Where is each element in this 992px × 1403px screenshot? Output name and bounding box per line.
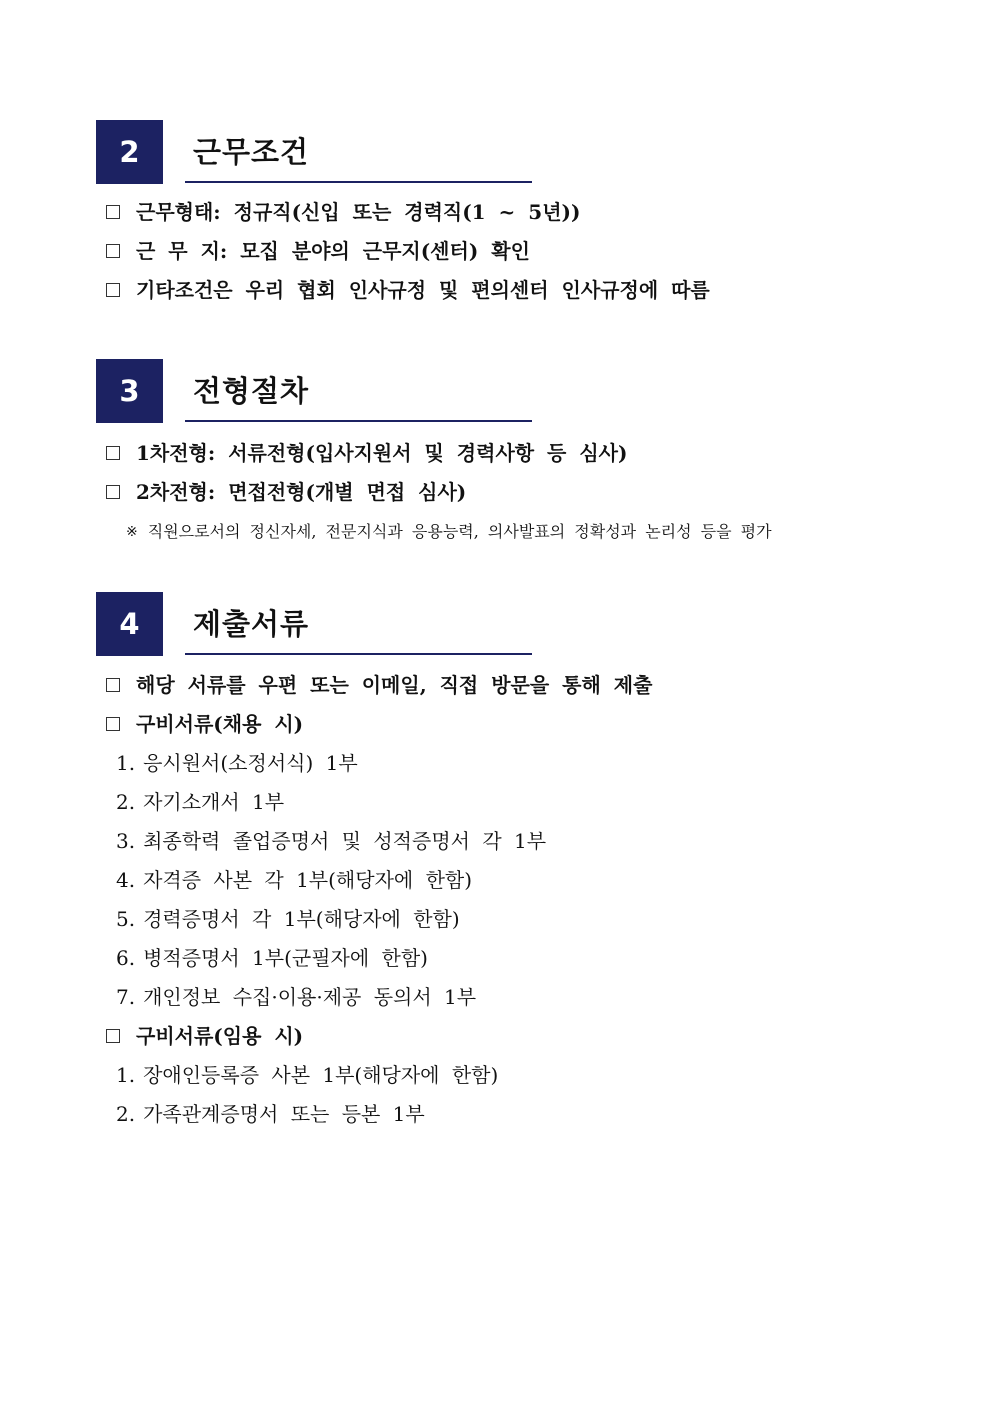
- list-item: [116, 905, 460, 933]
- section-header: [96, 120, 536, 184]
- bullet-text: 2차전형: 면접전형(개별 면접 심사): [136, 480, 467, 504]
- list-item: [116, 1061, 498, 1089]
- evaluation-note: [126, 520, 772, 544]
- list-item: [116, 983, 476, 1011]
- item-text: 가족관계증명서 또는 등본 1부: [143, 1102, 425, 1126]
- checkbox-square-icon: [106, 446, 120, 460]
- bullet-text: 구비서류(임용 시): [136, 1024, 304, 1048]
- item-number: 2.: [116, 1102, 136, 1126]
- bullet-item: [106, 237, 530, 265]
- section-underline: [185, 653, 532, 655]
- checkbox-square-icon: [106, 205, 120, 219]
- checkbox-square-icon: [106, 283, 120, 297]
- list-item: [116, 788, 284, 816]
- section-number-badge: 4: [96, 592, 163, 656]
- bullet-text: 근무형태: 정규직(신입 또는 경력직(1 ~ 5년)): [136, 200, 581, 224]
- bullet-text: 1차전형: 서류전형(입사지원서 및 경력사항 등 심사): [136, 441, 628, 465]
- section-underline: [185, 181, 532, 183]
- note-text: 직원으로서의 정신자세, 전문지식과 응용능력, 의사발표의 정확성과 논리성 등을 평가: [147, 522, 772, 541]
- bullet-item: [106, 710, 303, 738]
- checkbox-square-icon: [106, 485, 120, 499]
- bullet-text: 구비서류(채용 시): [136, 712, 304, 736]
- item-text: 병적증명서 1부(군필자에 한함): [143, 946, 428, 970]
- item-text: 자기소개서 1부: [143, 790, 285, 814]
- section-number-badge: 3: [96, 359, 163, 423]
- section-title: 근무조건: [193, 135, 310, 169]
- bullet-item: [106, 198, 580, 226]
- bullet-item: [106, 276, 710, 304]
- list-item: [116, 827, 546, 855]
- item-number: 1.: [116, 1063, 136, 1087]
- checkbox-square-icon: [106, 678, 120, 692]
- bullet-text: 근 무 지: 모집 분야의 근무지(센터) 확인: [136, 239, 530, 263]
- section-header: [96, 592, 536, 656]
- checkbox-square-icon: [106, 244, 120, 258]
- item-number: 7.: [116, 985, 136, 1009]
- list-item: [116, 749, 358, 777]
- bullet-text: 기타조건은 우리 협회 인사규정 및 편의센터 인사규정에 따름: [136, 278, 710, 302]
- section-underline: [185, 420, 532, 422]
- item-number: 6.: [116, 946, 136, 970]
- item-text: 개인정보 수집·이용·제공 동의서 1부: [143, 985, 477, 1009]
- reference-mark: ※: [126, 524, 138, 540]
- bullet-item: [106, 478, 466, 506]
- item-number: 1.: [116, 751, 136, 775]
- section-header: [96, 359, 536, 423]
- item-number: 2.: [116, 790, 136, 814]
- list-item: [116, 1100, 425, 1128]
- list-item: [116, 944, 428, 972]
- bullet-item: [106, 1022, 303, 1050]
- item-text: 경력증명서 각 1부(해당자에 한함): [143, 907, 460, 931]
- checkbox-square-icon: [106, 717, 120, 731]
- checkbox-square-icon: [106, 1029, 120, 1043]
- section-title: 전형절차: [193, 374, 310, 408]
- item-text: 장애인등록증 사본 1부(해당자에 한함): [143, 1063, 499, 1087]
- bullet-item: [106, 439, 627, 467]
- item-number: 4.: [116, 868, 136, 892]
- item-text: 자격증 사본 각 1부(해당자에 한함): [143, 868, 473, 892]
- bullet-item: [106, 671, 652, 699]
- section-title: 제출서류: [193, 607, 310, 641]
- item-text: 최종학력 졸업증명서 및 성적증명서 각 1부: [143, 829, 547, 853]
- list-item: [116, 866, 472, 894]
- item-number: 5.: [116, 907, 136, 931]
- section-number-badge: 2: [96, 120, 163, 184]
- item-number: 3.: [116, 829, 136, 853]
- item-text: 응시원서(소정서식) 1부: [143, 751, 358, 775]
- bullet-text: 해당 서류를 우편 또는 이메일, 직접 방문을 통해 제출: [136, 673, 653, 697]
